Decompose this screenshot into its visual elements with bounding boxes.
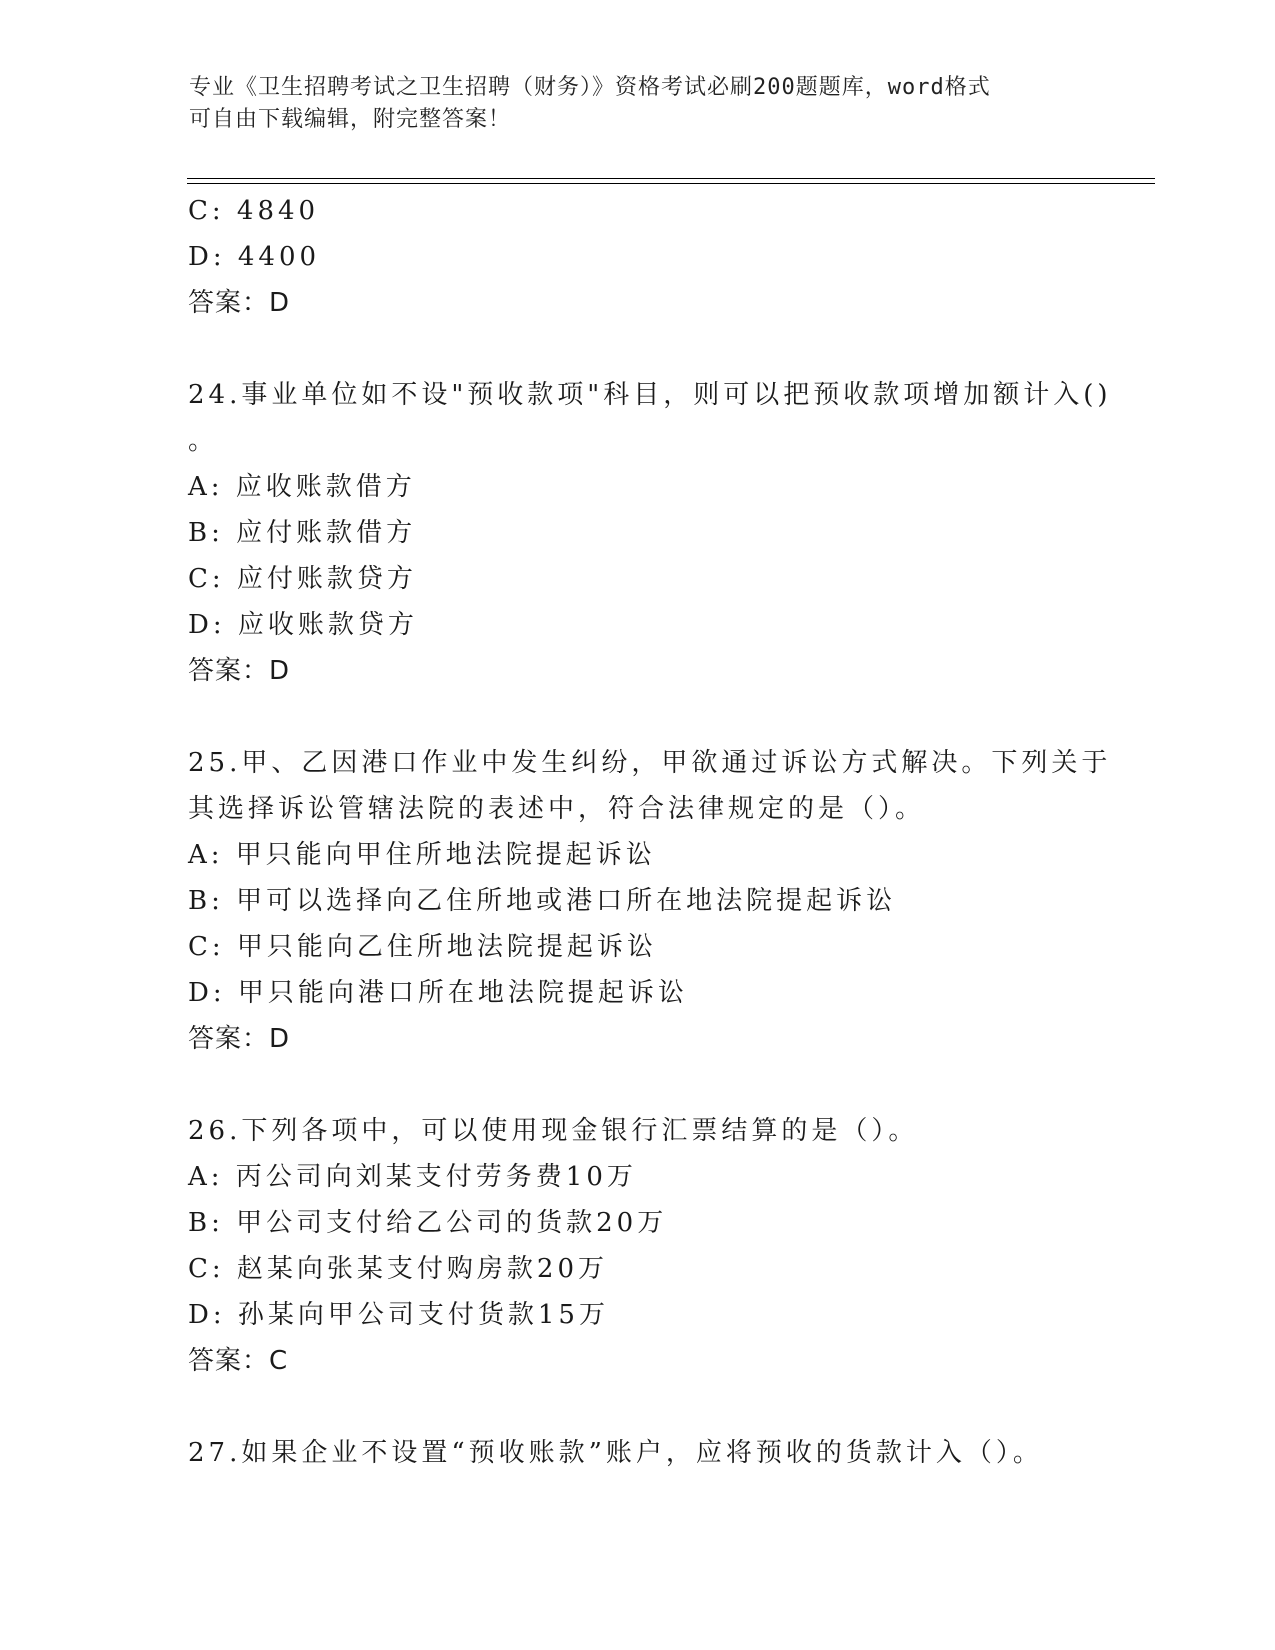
answer-line: 答案：D xyxy=(188,656,291,686)
spacer xyxy=(188,326,1088,372)
spacer xyxy=(188,1384,1088,1430)
answer-line: 答案：C xyxy=(188,1346,289,1376)
question-stem: 26.下列各项中，可以使用现金银行汇票结算的是（）。 xyxy=(188,1116,919,1146)
spacer xyxy=(188,694,1088,740)
question-23-continued xyxy=(188,188,1088,326)
header-divider-bottom xyxy=(187,183,1155,184)
option-d: D: 4400 xyxy=(188,242,321,272)
question-stem: 27.如果企业不设置“预收账款”账户，应将预收的货款计入（）。 xyxy=(188,1438,1043,1468)
answer-line: 答案：D xyxy=(188,1024,291,1054)
option-b: B: 应付账款借方 xyxy=(188,518,417,548)
question-stem: 24.事业单位如不设"预收款项"科目，则可以把预收款项增加额计入() xyxy=(188,380,1112,410)
question-24 xyxy=(188,372,1112,694)
option-c: C: 甲只能向乙住所地法院提起诉讼 xyxy=(188,932,657,962)
question-27 xyxy=(188,1430,1088,1476)
header-divider-top xyxy=(187,178,1155,179)
option-d: D: 孙某向甲公司支付货款15万 xyxy=(188,1300,609,1330)
option-c: C: 4840 xyxy=(188,196,320,226)
answer-line: 答案：D xyxy=(188,288,291,318)
header-title-line-1: 专业《卫生招聘考试之卫生招聘（财务）》资格考试必刷200题题库，word格式 xyxy=(189,75,991,100)
option-b: B: 甲公司支付给乙公司的货款20万 xyxy=(188,1208,668,1238)
option-d: D: 应收账款贷方 xyxy=(188,610,418,640)
header-title-line-2: 可自由下载编辑，附完整答案！ xyxy=(189,107,512,132)
option-c: C: 应付账款贷方 xyxy=(188,564,417,594)
document-header xyxy=(189,72,1089,136)
spacer xyxy=(188,1062,1088,1108)
question-stem-continued: 其选择诉讼管辖法院的表述中，符合法律规定的是（）。 xyxy=(188,794,926,824)
option-a: A: 甲只能向甲住所地法院提起诉讼 xyxy=(188,840,656,870)
option-a: A: 丙公司向刘某支付劳务费10万 xyxy=(188,1162,637,1192)
option-a: A: 应收账款借方 xyxy=(188,472,416,502)
question-stem: 25.甲、乙因港口作业中发生纠纷，甲欲通过诉讼方式解决。下列关于 xyxy=(188,748,1112,778)
question-26 xyxy=(188,1108,1088,1384)
question-25 xyxy=(188,740,1112,1062)
option-c: C: 赵某向张某支付购房款20万 xyxy=(188,1254,609,1284)
option-b: B: 甲可以选择向乙住所地或港口所在地法院提起诉讼 xyxy=(188,886,897,916)
question-stem-continued: 。 xyxy=(188,426,219,456)
option-d: D: 甲只能向港口所在地法院提起诉讼 xyxy=(188,978,688,1008)
question-list xyxy=(188,188,1112,1476)
